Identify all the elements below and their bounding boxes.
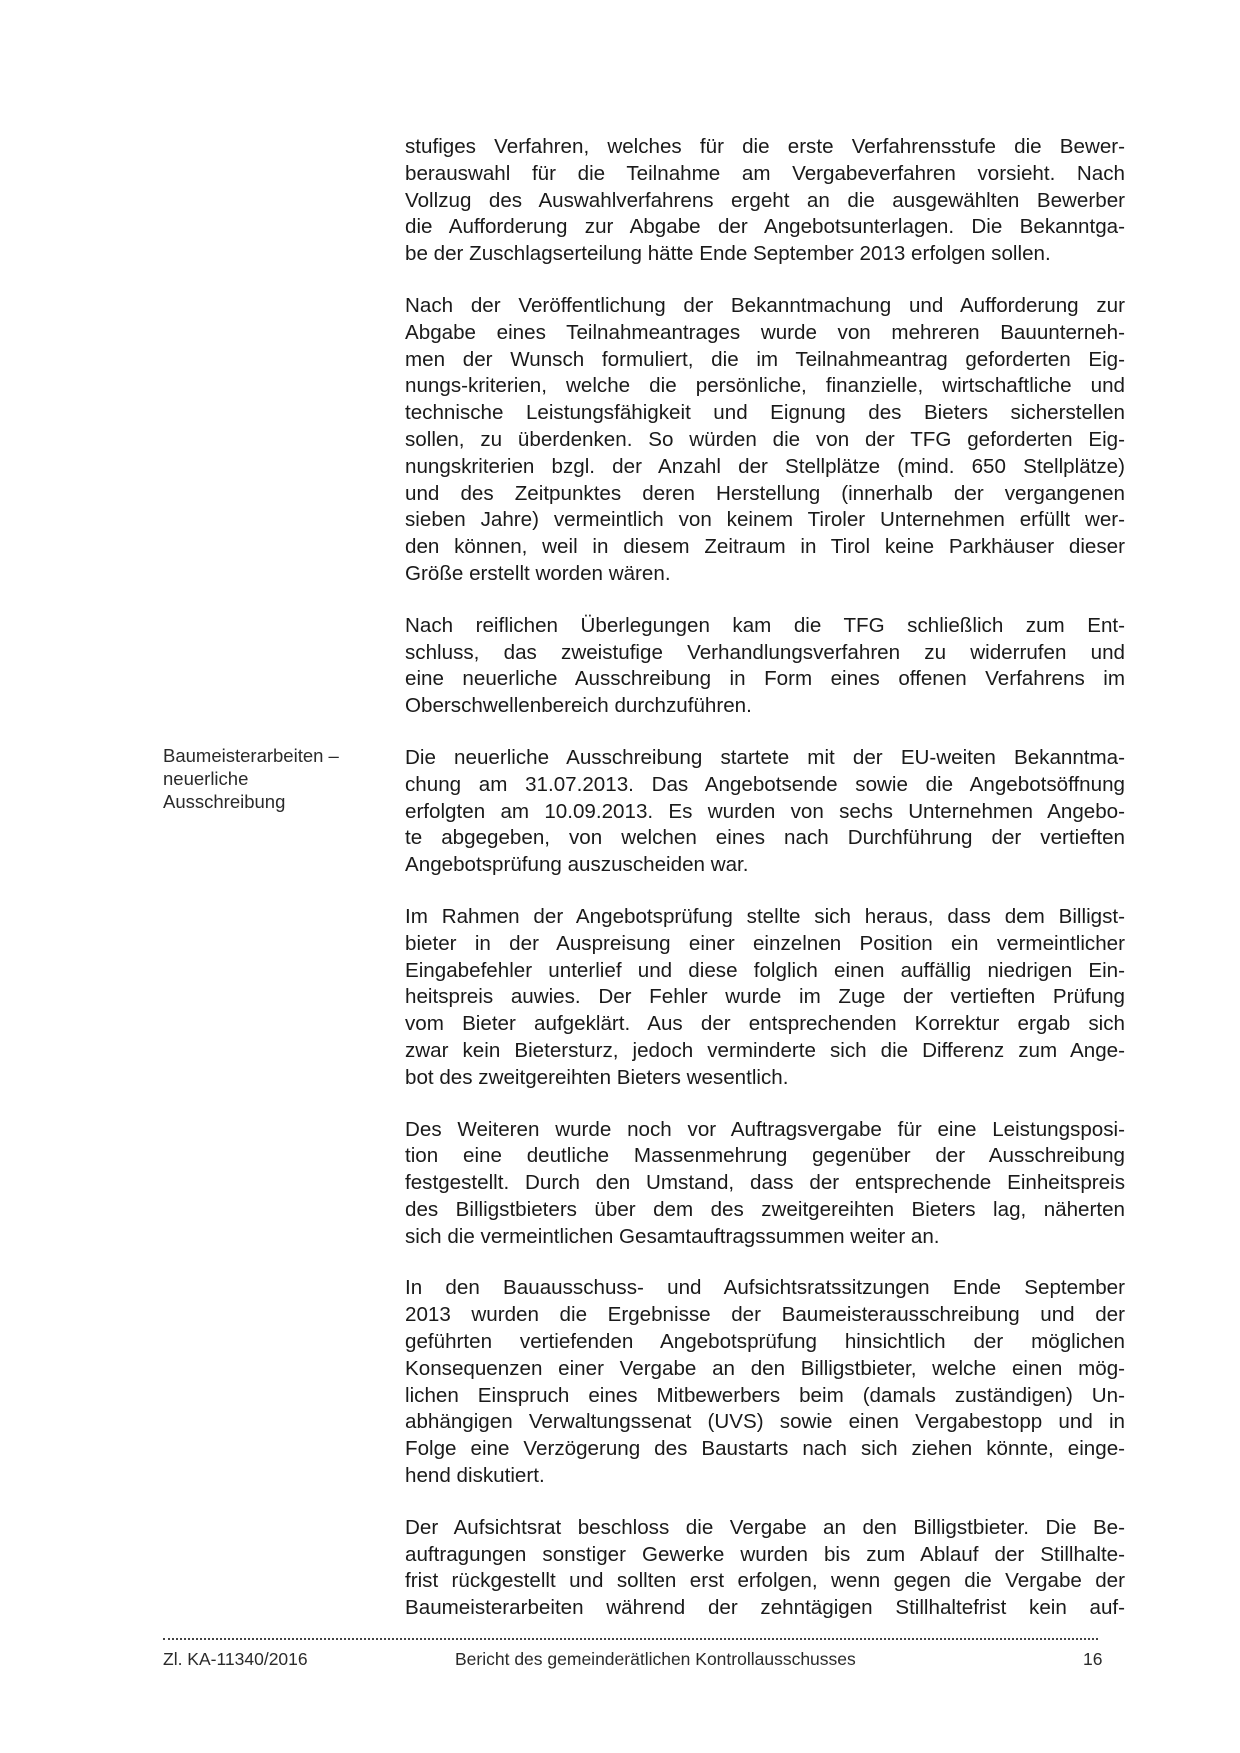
paragraph-6 bbox=[405, 1117, 1125, 1251]
text-line: Nach der Veröffentlichung der Bekanntmachung und Aufforderung zur bbox=[405, 293, 1125, 317]
text-line: heitspreis auwies. Der Fehler wurde im Zuge der vertieften Prüfung bbox=[405, 985, 1125, 1009]
text-line: Baumeisterarbeiten während der zehntägigen Stillhaltefrist kein auf- bbox=[405, 1596, 1125, 1620]
text-line: Folge eine Verzögerung des Baustarts nach sich ziehen könnte, einge- bbox=[405, 1437, 1125, 1461]
main-text-column bbox=[405, 134, 1125, 1647]
text-line: Der Aufsichtsrat beschloss die Vergabe an den Billigstbieter. Die Be- bbox=[405, 1515, 1125, 1539]
text-line: Die neuerliche Ausschreibung startete mit der EU-weiten Bekanntma- bbox=[405, 745, 1125, 769]
text-line: Eingabefehler unterlief und diese folglich einen auffällig niedrigen Ein- bbox=[405, 958, 1125, 982]
text-line: stufiges Verfahren, welches für die erste Verfahrensstufe die Bewer- bbox=[405, 135, 1125, 158]
text-line: chung am 31.07.2013. Das Angebotsende sowie die Angebotsöffnung bbox=[405, 772, 1125, 796]
margin-note-line: neuerliche bbox=[163, 768, 249, 789]
text-line: festgestellt. Durch den Umstand, dass der entsprechende Einheitspreis bbox=[405, 1171, 1125, 1195]
text-line: men der Wunsch formuliert, die im Teilnahmeantrag geforderten Eig- bbox=[405, 347, 1125, 371]
paragraph-7 bbox=[405, 1275, 1125, 1489]
text-line: Konsequenzen einer Vergabe an den Billigstbieter, welche einen mög- bbox=[405, 1356, 1125, 1380]
text-line: die Aufforderung zur Abgabe der Angebotsunterlagen. Die Bekanntga- bbox=[405, 215, 1125, 239]
text-line: geführten vertiefenden Angebotsprüfung hinsichtlich der möglichen bbox=[405, 1330, 1125, 1354]
text-line: sollen, zu überdenken. So würden die von der TFG geforderten Eig- bbox=[405, 427, 1125, 451]
text-line: Größe erstellt worden wären. bbox=[405, 561, 671, 585]
text-line: nungs-kriterien, welche die persönliche, finanzielle, wirtschaftliche und bbox=[405, 374, 1125, 398]
text-line: In den Bauausschuss- und Aufsichtsratssitzungen Ende September bbox=[405, 1276, 1125, 1300]
text-line: und des Zeitpunktes deren Herstellung (innerhalb der vergangenen bbox=[405, 481, 1125, 505]
text-line: Oberschwellenbereich durchzuführen. bbox=[405, 694, 752, 718]
margin-note-line: Ausschreibung bbox=[163, 791, 286, 812]
margin-note bbox=[163, 744, 373, 813]
paragraph-1 bbox=[405, 134, 1125, 268]
text-line: Des Weiteren wurde noch vor Auftragsvergabe für eine Leistungsposi- bbox=[405, 1117, 1125, 1141]
text-line: be der Zuschlagserteilung hätte Ende September 2013 erfolgen sollen. bbox=[405, 242, 1051, 266]
text-line: bieter in der Auspreisung einer einzelnen Position ein vermeintlicher bbox=[405, 931, 1125, 955]
paragraph-4 bbox=[405, 745, 1125, 879]
text-line: technische Leistungsfähigkeit und Eignung des Bieters sicherstellen bbox=[405, 401, 1125, 425]
text-line: Abgabe eines Teilnahmeantrages wurde von mehreren Bauunterneh- bbox=[405, 320, 1125, 344]
text-line: hend diskutiert. bbox=[405, 1464, 545, 1488]
text-line: den können, weil in diesem Zeitraum in Tirol keine Parkhäuser dieser bbox=[405, 535, 1125, 559]
text-line: Nach reiflichen Überlegungen kam die TFG schließlich zum Ent- bbox=[405, 613, 1125, 637]
margin-note-line: Baumeisterarbeiten – bbox=[163, 745, 339, 766]
page-number: 16 bbox=[1083, 1649, 1103, 1669]
text-line: sieben Jahre) vermeintlich von keinem Tiroler Unternehmen erfüllt wer- bbox=[405, 508, 1125, 532]
text-line: Vollzug des Auswahlverfahrens ergeht an die ausgewählten Bewerber bbox=[405, 188, 1125, 212]
text-line: tion eine deutliche Massenmehrung gegenüber der Ausschreibung bbox=[405, 1144, 1125, 1168]
text-line: abhängigen Verwaltungssenat (UVS) sowie einen Vergabestopp und in bbox=[405, 1410, 1125, 1434]
text-line: frist rückgestellt und sollten erst erfolgen, wenn gegen die Vergabe der bbox=[405, 1569, 1125, 1593]
text-line: sich die vermeintlichen Gesamtauftragssummen weiter an. bbox=[405, 1224, 940, 1248]
text-line: erfolgten am 10.09.2013. Es wurden von sechs Unternehmen Angebo- bbox=[405, 799, 1125, 823]
text-line: lichen Einspruch eines Mitbewerbers beim (damals zuständigen) Un- bbox=[405, 1383, 1125, 1407]
paragraph-3 bbox=[405, 613, 1125, 720]
text-line: schluss, das zweistufige Verhandlungsverfahren zu widerrufen und bbox=[405, 640, 1125, 664]
text-line: bot des zweitgereihten Bieters wesentlich. bbox=[405, 1065, 789, 1089]
text-line: 2013 wurden die Ergebnisse der Baumeisterausschreibung und der bbox=[405, 1303, 1125, 1327]
paragraph-8 bbox=[405, 1515, 1125, 1622]
footer-divider bbox=[163, 1638, 1098, 1640]
text-line: nungskriterien bzgl. der Anzahl der Stellplätze (mind. 650 Stellplätze) bbox=[405, 454, 1125, 478]
paragraph-5 bbox=[405, 904, 1125, 1092]
text-line: vom Bieter aufgeklärt. Aus der entsprechenden Korrektur ergab sich bbox=[405, 1012, 1125, 1036]
text-line: des Billigstbieters über dem des zweitgereihten Bieters lag, näherten bbox=[405, 1197, 1125, 1221]
text-line: zwar kein Bietersturz, jedoch verminderte sich die Differenz zum Ange- bbox=[405, 1038, 1125, 1062]
text-line: auftragungen sonstiger Gewerke wurden bis zum Ablauf der Stillhalte- bbox=[405, 1542, 1125, 1566]
text-line: eine neuerliche Ausschreibung in Form eines offenen Verfahrens im bbox=[405, 667, 1125, 691]
footer-title: Bericht des gemeinderätlichen Kontrollausschusses bbox=[455, 1649, 856, 1669]
text-line: Im Rahmen der Angebotsprüfung stellte sich heraus, dass dem Billigst- bbox=[405, 904, 1125, 928]
paragraph-2 bbox=[405, 293, 1125, 588]
text-line: te abgegeben, von welchen eines nach Durchführung der vertieften bbox=[405, 826, 1125, 850]
footer-reference: Zl. KA-11340/2016 bbox=[163, 1649, 308, 1669]
text-line: Angebotsprüfung auszuscheiden war. bbox=[405, 853, 749, 877]
text-line: berauswahl für die Teilnahme am Vergabeverfahren vorsieht. Nach bbox=[405, 161, 1125, 185]
